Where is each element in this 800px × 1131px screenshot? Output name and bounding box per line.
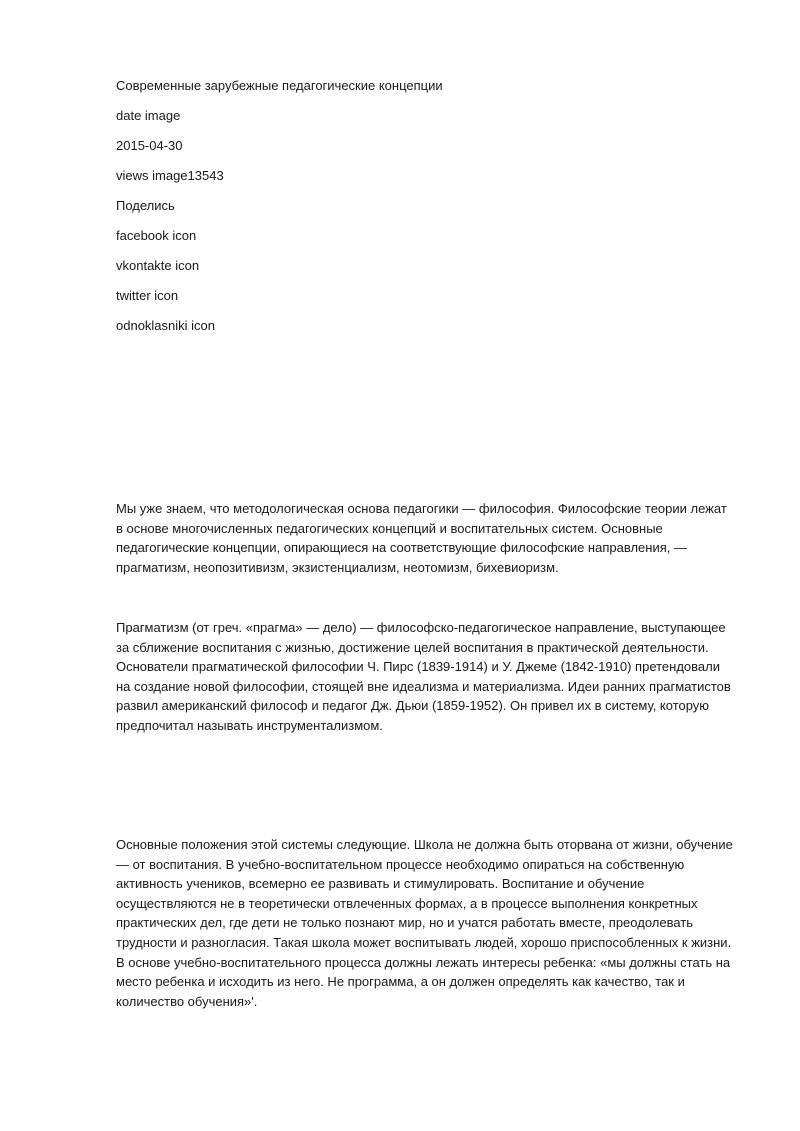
twitter-share-link[interactable]: twitter icon	[116, 288, 179, 303]
views-count: views image13543	[116, 168, 224, 183]
share-label: Поделись	[116, 198, 175, 213]
publish-date: 2015-04-30	[116, 138, 183, 153]
document-title: Современные зарубежные педагогические концепции	[116, 78, 443, 93]
date-image-label: date image	[116, 108, 181, 123]
facebook-share-link[interactable]: facebook icon	[116, 228, 197, 243]
odnoklassniki-share-link[interactable]: odnoklasniki icon	[116, 318, 216, 333]
paragraph-system-principles: Основные положения этой системы следующие. Школа не должна быть оторвана от жизни, обучение — от воспитания. В учебно-воспитательном процессе необходимо опираться на собственную активность учеников, всемерно ее развивать и стимулировать. Воспитание и обучение осуществляются не в теоретически отвлеченных формах, а в процессе выполнения конкретных практических дел, где дети не только познают мир, но и учатся работать вместе, преодолевать трудности и разногласия. Такая школа может воспитывать людей, хорошо приспособленных к жизни. В основе учебно-воспитательного процесса должны лежать интересы ребенка: «мы должны стать на место ребенка и исходить из него. Не программа, а он должен определять как качество, так и количество обучения»'.	[116, 837, 733, 1009]
paragraph-intro: Мы уже знаем, что методологическая основа педагогики — философия. Философские теории лежат в основе многочисленных педагогических концепций и воспитательных систем. Основные педагогические концепции, опирающиеся на соответствующие философские направления, — прагматизм, неопозитивизм, экзистенциализм, неотомизм, бихевиоризм.	[116, 501, 727, 575]
paragraph-pragmatism: Прагматизм (от греч. «прагма» — дело) — философско-педагогическое направление, выступающее за сближение воспитания с жизнью, достижение целей воспитания в практической деятельности. Основатели прагматической философии Ч. Пирс (1839-1914) и У. Джеме (1842-1910) претендовали на создание новой философии, стоящей вне идеализма и материализма. Идеи ранних прагматистов развил американский философ и педагог Дж. Дьюи (1859-1952). Он привел их в систему, которую предпочитал называть инструментализмом.	[116, 620, 731, 733]
vkontakte-share-link[interactable]: vkontakte icon	[116, 258, 200, 273]
